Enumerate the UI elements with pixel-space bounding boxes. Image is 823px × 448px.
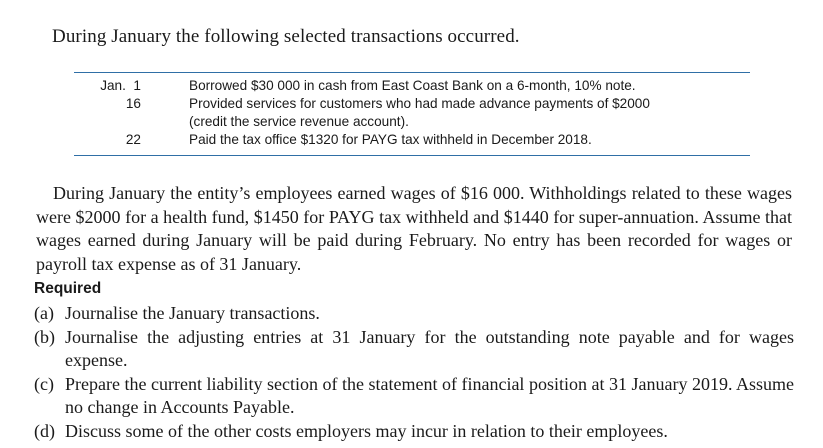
requirement-label: (d) xyxy=(34,420,55,441)
requirements-list xyxy=(34,302,794,443)
transaction-date: 22 xyxy=(125,132,141,147)
transaction-line: (credit the service revenue account). xyxy=(189,114,409,129)
transactions-table xyxy=(74,72,750,156)
requirement-text: Discuss some of the other costs employers may incur in relation to their employees. xyxy=(65,420,668,441)
transaction-description xyxy=(189,95,749,131)
scenario-paragraph xyxy=(36,182,792,276)
requirement-label: (c) xyxy=(34,373,54,394)
requirement-label: (a) xyxy=(34,303,54,323)
requirement-text: Journalise the January transactions. xyxy=(65,303,320,323)
transaction-line: Borrowed $30 000 in cash from East Coast Bank on a 6-month, 10% note. xyxy=(189,78,636,93)
requirement-text: Prepare the current liability section of the statement of financial position at 31 January 2019. Assume no change in Accounts Payable. xyxy=(65,373,794,417)
requirement-item xyxy=(34,420,794,444)
requirement-text: Journalise the adjusting entries at 31 January for the outstanding note payable and for wages expense. xyxy=(65,326,794,370)
required-heading: Required xyxy=(34,280,102,297)
intro-text: During January the following selected transactions occurred. xyxy=(52,26,520,47)
requirement-label: (b) xyxy=(34,326,55,347)
transaction-line: Provided services for customers who had made advance payments of $2000 xyxy=(189,96,650,111)
transaction-date: Jan. 1 xyxy=(100,78,141,93)
transaction-line: Paid the tax office $1320 for PAYG tax withheld in December 2018. xyxy=(189,132,592,147)
requirement-item xyxy=(34,373,794,420)
requirement-item xyxy=(34,326,794,373)
transaction-row xyxy=(74,95,750,131)
requirement-item xyxy=(34,302,794,326)
transaction-row xyxy=(74,77,750,95)
transaction-date: 16 xyxy=(125,96,141,111)
transaction-description xyxy=(189,131,749,149)
transaction-description xyxy=(189,77,749,95)
paragraph-text: During January the entity’s employees earned wages of $16 000. Withholdings related to these wages were $2000 for a health fund, $1450 for PAYG tax withheld and $1440 for super-annuation. Assume that wages earned during January will be paid during February. No entry has been recorded for wages or payroll tax expense as of 31 January. xyxy=(36,183,792,274)
transaction-row xyxy=(74,131,750,149)
